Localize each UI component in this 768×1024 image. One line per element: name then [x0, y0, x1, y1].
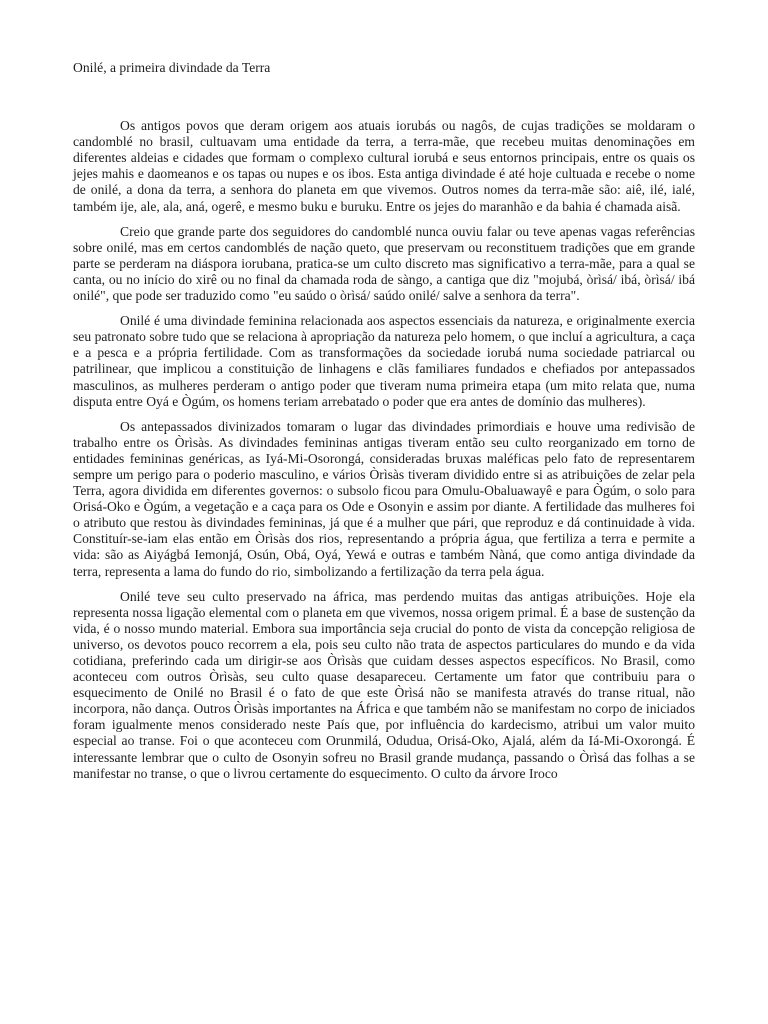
document-title: Onilé, a primeira divindade da Terra [73, 60, 271, 75]
paragraph-4: Os antepassados divinizados tomaram o lugar das divindades primordiais e houve uma redivisão de trabalho entre os Òrìsàs. As divindades femininas antigas tiveram então seu culto reorganizado em torno de entidades femininas genéricas, as Iyá-Mi-Osorongá, consideradas bruxas maléficas pelo fato de representarem sempre um perigo para o poderio masculino, e vários Òrìsàs tiveram dividido entre si as atribuições de zelar pela Terra, agora dividida em diferentes governos: o subsolo ficou para Omulu-Obaluawayê e para Ògúm, o solo para Orisá-Oko e Ògúm, a vegetação e a caça para os Ode e Osonyin e assim por diante. A fertilidade das mulheres foi o atributo que restou às divindades femininas, já que é a mulher que pári, que reproduz e dá continuidade à vida. Constituír-se-iam elas então em Òrìsàs dos rios, representando a própria água, que fertiliza a terra e permite a vida: são as Aiyágbá Iemonjá, Osún, Obá, Oyá, Yewá e outras e também Nàná, que como antiga divindade da terra, representa a lama do fundo do rio, simbolizando a fertilização da terra pela água. [73, 418, 695, 579]
document-page [73, 60, 695, 791]
paragraph-5: Onilé teve seu culto preservado na áfrica, mas perdendo muitas das antigas atribuições. Hoje ela representa nossa ligação elemental com o planeta em que vivemos, nossa origem primal. É a base de sustenção da vida, é o nosso mundo material. Embora sua importância seja crucial do ponto de vista da concepção religiosa de universo, os devotos pouco recorrem a ela, pois seu culto não trata de aspectos particulares do mundo e da vida cotidiana, preferindo cada um dirigir-se aos Òrìsàs que cuidam desses aspectos específicos. No Brasil, como aconteceu com outros Òrìsàs, seu culto quase desapareceu. Certamente um fator que contribuiu para o esquecimento de Onilé no Brasil é o fato de que este Òrìsá não se manifesta através do transe ritual, não incorpora, não dança. Outros Òrìsàs importantes na África e que também não se manifestam no corpo de iniciados foram igualmente menos considerado neste País que, por influência do kardecismo, atribui um valor muito especial ao transe. Foi o que aconteceu com Orunmilá, Odudua, Orisá-Oko, Ajalá, além da Iá-Mi-Oxorongá. É interessante lembrar que o culto de Osonyin sofreu no Brasil grande mudança, passando o Òrìsá das folhas a se manifestar no transe, o que o livrou certamente do esquecimento. O culto da árvore Iroco [73, 588, 695, 781]
paragraph-2: Creio que grande parte dos seguidores do candomblé nunca ouviu falar ou teve apenas vagas referências sobre onilé, mas em certos candomblés de nação queto, que preservam ou reconstituem tradições que em grande parte se perderam na diáspora iorubana, pratica-se um culto discreto mas significativo a terra-mãe, para a qual se canta, ou no início do xirê ou no final da chamada roda de sàngo, a cantiga que diz "mojubá, òrìsá/ ibá, òrìsá/ ibá onilé", que pode ser traduzido como "eu saúdo o òrìsá/ saúdo onilé/ salve a senhora da terra". [73, 223, 695, 304]
paragraph-3: Onilé é uma divindade feminina relacionada aos aspectos essenciais da natureza, e originalmente exercia seu patronato sobre tudo que se relaciona à apropriação da natureza pelo homem, o que incluí a agricultura, a caça e a pesca e a própria fertilidade. Com as transformações da sociedade iorubá numa sociedade patriarcal ou patrilinear, que implicou a constituição de linhagens e clãs familiares fundados e chefiados por antepassados masculinos, as mulheres perderam o antigo poder que tiveram numa primeira etapa (um mito relata que, numa disputa entre Oyá e Ògúm, os homens teriam arrebatado o poder que era antes de domínio das mulheres). [73, 313, 695, 409]
paragraph-1: Os antigos povos que deram origem aos atuais iorubás ou nagôs, de cujas tradições se moldaram o candomblé no brasil, cultuavam uma entidade da terra, a terra-mãe, que recebeu muitas denominações em diferentes aldeias e cidades que formam o complexo cultural iorubá e seus entornos principais, entre os quais os jejes mahis e daomeanos e os tapas ou nupes e os ibos. Esta antiga divindade é até hoje cultuada e recebe o nome de onilé, a dona da terra, a senhora do planeta em que vivemos. Outros nomes da terra-mãe são: aiê, ilé, ialé, também ije, ale, ala, aná, ogerê, e mesmo buku e buruku. Entre os jejes do maranhão e da bahia é chamada aisã. [73, 118, 695, 214]
